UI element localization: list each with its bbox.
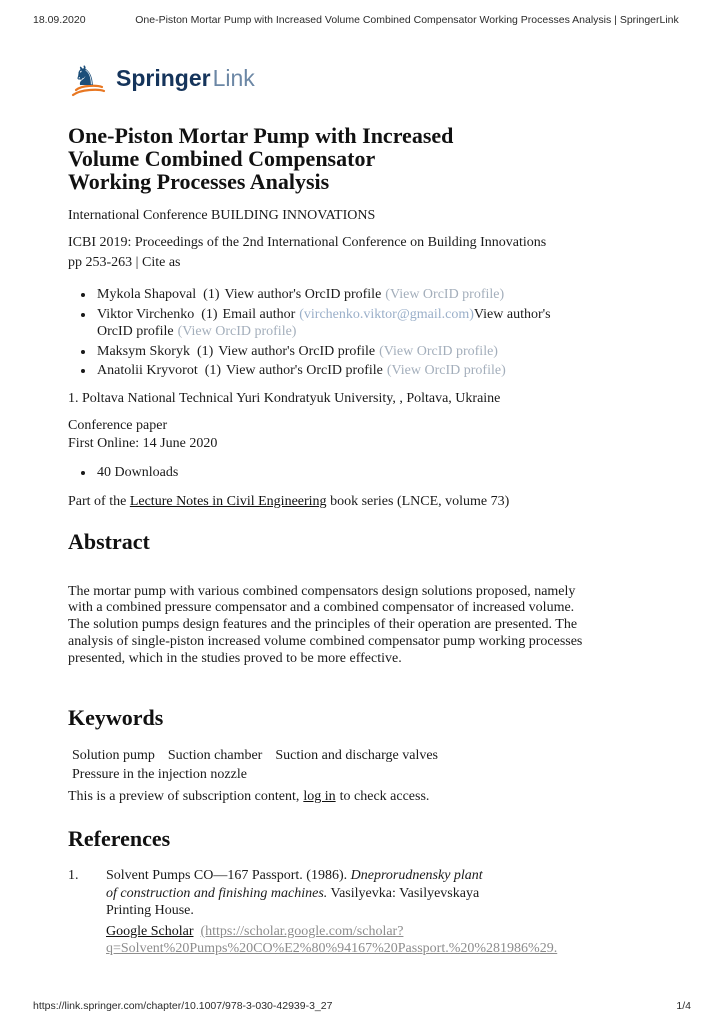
page-content — [68, 56, 660, 958]
downloads-list — [68, 465, 660, 481]
google-scholar-link[interactable]: Google Scholar — [106, 923, 194, 939]
orcid-profile-text: View author's OrcID profile — [97, 306, 551, 339]
keywords-heading: Keywords — [68, 705, 164, 731]
email-author-link[interactable]: (virchenko.viktor@gmail.com) — [299, 306, 474, 322]
author-affiliation-ref: (1) — [203, 287, 220, 302]
access-suffix: to check access. — [339, 789, 430, 805]
author-name[interactable]: Anatolii Kryvorot — [97, 363, 198, 378]
page-indicator: 1/4 — [676, 1000, 691, 1012]
source-url: https://link.springer.com/chapter/10.1007/978-3-030-42939-3_27 — [33, 1000, 333, 1012]
abstract-text: The mortar pump with various combined compensators design solutions proposed, namely with a combined pressure compensator and a combined compensator of increased volume. The solution pumps design features and the principles of their operation are presented. The analysis of single-piston increased volume combined compensator pump working processes presented, which in the studies proved to be more effective. — [68, 583, 583, 666]
orcid-profile-link[interactable]: (View OrcID profile) — [385, 287, 505, 302]
access-notice — [68, 789, 660, 805]
book-series-link[interactable]: Lecture Notes in Civil Engineering — [129, 493, 327, 509]
reference-body — [106, 867, 558, 958]
reference-text: Vasilyevka: Vasilyevskaya Printing House. — [106, 885, 480, 919]
affiliation-line: 1. Poltava National Technical Yuri Kondratyuk University, , Poltava, Ukraine — [68, 390, 501, 406]
author-item — [95, 343, 557, 361]
svg-text:♞: ♞ — [73, 61, 98, 92]
conference-series: International Conference BUILDING INNOVATIONS — [68, 208, 376, 223]
print-date: 18.09.2020 — [33, 14, 86, 26]
article-title-line: Working Processes Analysis — [68, 169, 330, 194]
orcid-profile-link[interactable]: (View OrcID profile) — [177, 324, 297, 339]
keyword-item[interactable]: Suction chamber — [167, 748, 263, 764]
access-prefix: This is a preview of subscription content, — [68, 789, 300, 805]
springer-link-logo[interactable] — [68, 56, 660, 100]
orcid-profile-text: View author's OrcID profile — [226, 363, 383, 378]
author-list — [68, 286, 660, 380]
pages-cite-row — [68, 253, 660, 273]
google-scholar-url[interactable]: q=Solvent%20Pumps%20CO%E2%80%94167%20Passport.%20%281986%29. — [106, 941, 558, 957]
keywords-list — [68, 746, 588, 784]
article-title-line: Volume Combined Compensator — [68, 146, 376, 171]
article-meta — [68, 417, 660, 454]
google-scholar-url[interactable]: (https://scholar.google.com/scholar? — [200, 923, 404, 939]
separator: | — [135, 255, 139, 270]
author-affiliation-ref: (1) — [201, 306, 218, 322]
keyword-item[interactable]: Pressure in the injection nozzle — [72, 767, 247, 783]
page-range: pp 253-263 — [68, 255, 133, 270]
author-item — [95, 306, 557, 341]
author-item — [95, 362, 557, 380]
author-name[interactable]: Viktor Virchenko — [97, 306, 195, 322]
orcid-profile-link[interactable]: (View OrcID profile) — [386, 363, 506, 378]
reference-links — [106, 923, 558, 958]
reference-text-italic: Dneprorudnensky plant of construction and finishing machines. — [106, 868, 483, 901]
content-type: Conference paper — [68, 417, 168, 433]
downloads-count: • 40 Downloads — [95, 465, 660, 481]
orcid-profile-text: View author's OrcID profile — [218, 343, 376, 359]
author-affiliation-ref: (1) — [204, 363, 222, 378]
springer-horse-icon — [68, 58, 108, 98]
cite-as-link[interactable]: Cite as — [141, 255, 181, 270]
orcid-profile-link[interactable]: (View OrcID profile) — [379, 343, 498, 359]
author-name[interactable]: Maksym Skoryk — [97, 343, 190, 359]
keyword-item[interactable]: Suction and discharge valves — [275, 748, 438, 764]
author-name[interactable]: Mykola Shapoval — [97, 287, 197, 302]
reference-item — [68, 867, 660, 958]
abstract-heading: Abstract — [68, 528, 150, 554]
print-doc-title: One-Piston Mortar Pump with Increased Volume Combined Compensator Working Processes Analysis | SpringerLink — [135, 14, 679, 26]
author-item — [95, 286, 557, 304]
logo-word-springer: Springer — [116, 64, 211, 91]
proceedings-info — [68, 233, 660, 273]
log-in-link[interactable]: log in — [303, 789, 336, 805]
author-affiliation-ref: (1) — [196, 343, 214, 359]
article-title — [68, 124, 660, 193]
logo-word-link: Link — [212, 64, 255, 91]
article-title-line: One-Piston Mortar Pump with Increased — [68, 123, 454, 148]
proceedings-title: ICBI 2019: Proceedings of the 2nd International Conference on Building Innovations — [68, 235, 547, 250]
part-of-suffix: book series (LNCE, volume 73) — [326, 493, 510, 509]
keyword-item[interactable]: Solution pump — [72, 748, 155, 764]
book-series-line — [68, 494, 660, 510]
orcid-profile-text: View author's OrcID profile — [224, 287, 382, 302]
part-of-prefix: Part of the — [68, 493, 130, 509]
email-author-label: Email author — [222, 306, 296, 322]
references-heading: References — [68, 826, 171, 852]
reference-number: 1. — [68, 868, 79, 884]
first-online-date: First Online: 14 June 2020 — [68, 436, 218, 451]
reference-text: Solvent Pumps CO—167 Passport. (1986). — [106, 868, 351, 884]
